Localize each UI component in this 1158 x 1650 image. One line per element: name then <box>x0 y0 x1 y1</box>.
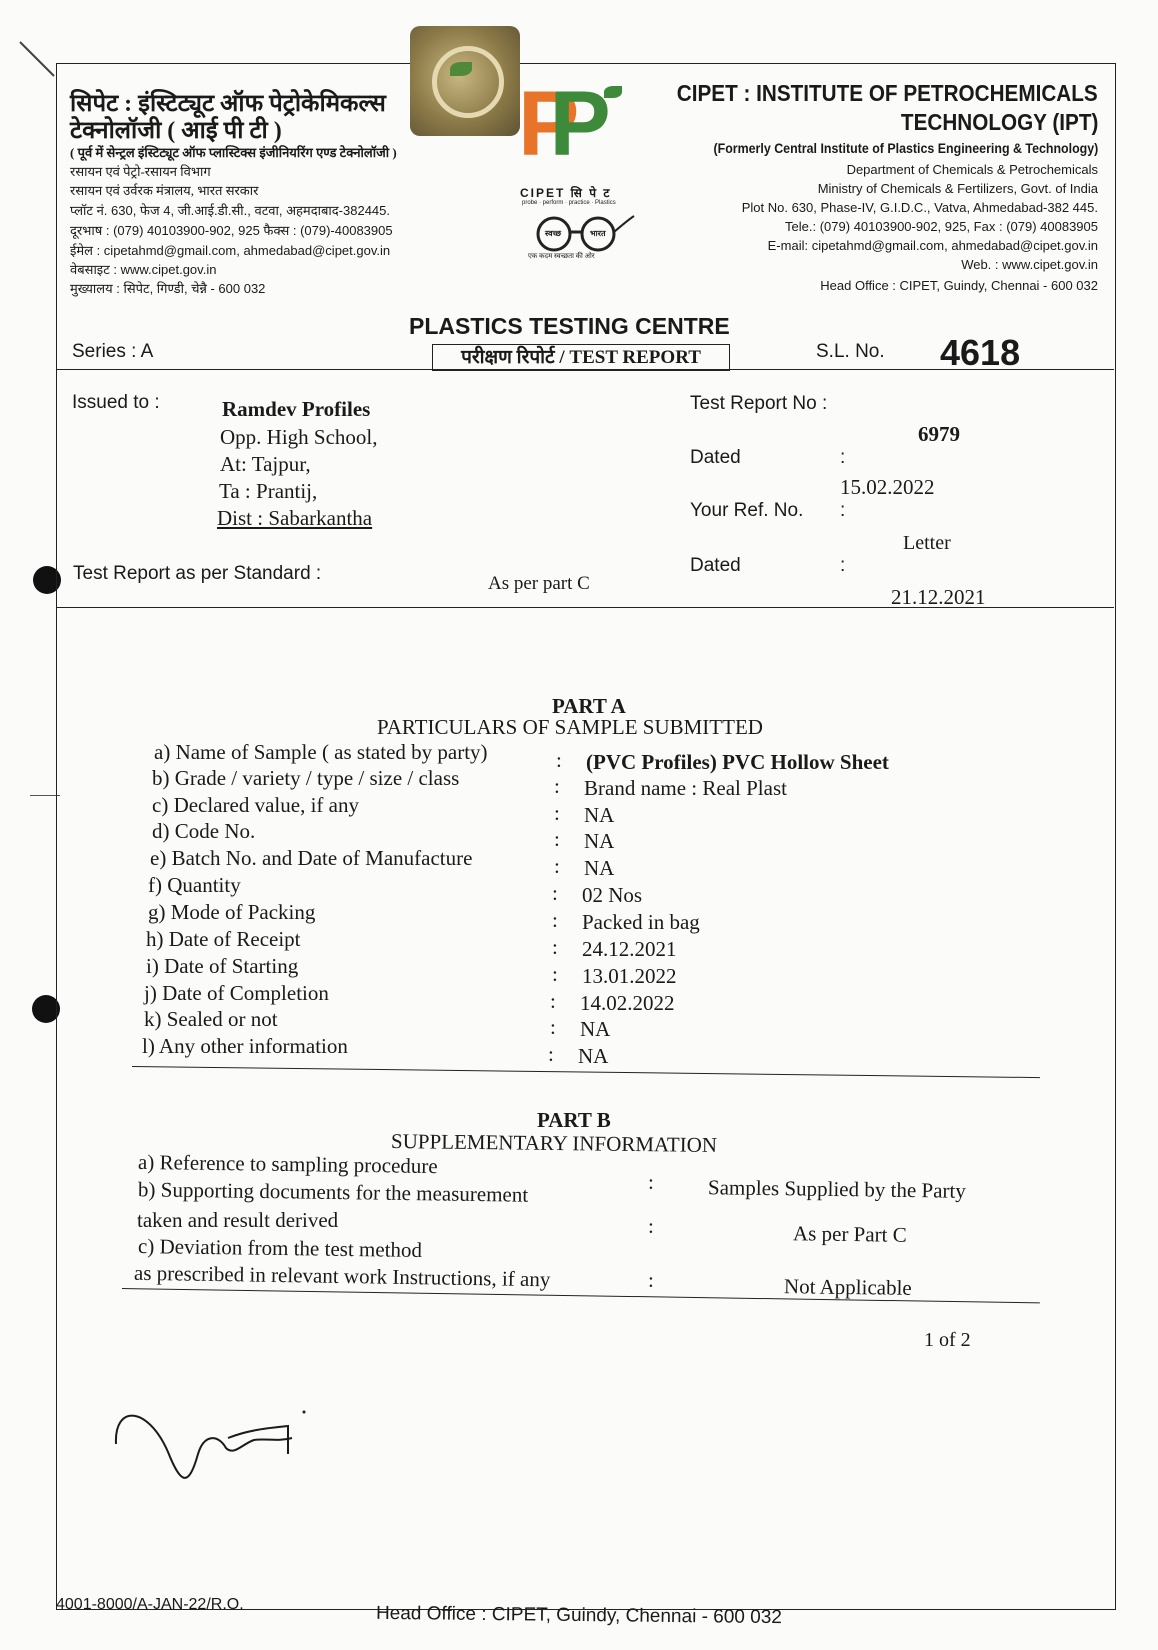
logo-tagline: probe · perform · practice · Plastics <box>522 200 616 206</box>
part-a-row-label: a) Name of Sample ( as stated by party) <box>154 740 488 764</box>
english-plot: Plot No. 630, Phase-IV, G.I.D.C., Vatva, Ahmedabad-382 445. <box>741 200 1098 215</box>
part-b-row3-label-1: c) Deviation from the test method <box>137 1234 423 1262</box>
swachh-right: भारत <box>590 229 606 238</box>
part-a-row-colon: : <box>554 827 560 851</box>
english-dept: Department of Chemicals & Petrochemicals <box>846 162 1098 177</box>
hindi-title-line2: टेक्नोलॉजी ( आई पी टी ) <box>70 118 282 144</box>
part-a-row-value: 13.01.2022 <box>582 964 677 988</box>
footer-head-office: Head Office : CIPET, Guindy, Chennai - 600 032 <box>375 1602 783 1629</box>
part-a-row-label: c) Declared value, if any <box>152 793 359 817</box>
part-b-row3-label-2: as prescribed in relevant work Instructions, if any <box>133 1260 551 1292</box>
part-a-row-value: NA <box>580 1017 611 1041</box>
swachh-left: स्वच्छ <box>545 229 562 238</box>
part-a-row-colon: : <box>552 962 558 986</box>
page-indicator: 1 of 2 <box>924 1329 971 1351</box>
standard-label: Test Report as per Standard : <box>73 563 322 584</box>
hindi-title-line1: सिपेट : इंस्टिट्यूट ऑफ पेट्रोकेमिकल्स <box>70 91 386 117</box>
part-a-row-value: NA <box>584 803 615 827</box>
part-a-row-value: NA <box>578 1044 609 1068</box>
standard-value: As per part C <box>488 573 590 594</box>
english-title-line1: CIPET : INSTITUTE OF PETROCHEMICALS <box>677 80 1098 106</box>
part-a-row-label: i) Date of Starting <box>146 954 299 978</box>
english-phone: Tele.: (079) 40103900-902, 925, Fax : (079) 40083905 <box>785 219 1098 234</box>
part-b-row2-label-1: b) Supporting documents for the measurement <box>137 1177 529 1207</box>
part-a-row-value: 14.02.2022 <box>580 991 675 1015</box>
part-b-heading: PART B <box>537 1108 611 1132</box>
part-a-row-colon: : <box>554 854 560 878</box>
part-b-row3-colon: : <box>648 1268 654 1292</box>
part-a-row-label: b) Grade / variety / type / size / class <box>152 766 460 790</box>
part-b-row1-label: a) Reference to sampling procedure <box>137 1149 438 1179</box>
dated-value: 15.02.2022 <box>840 475 935 499</box>
part-b-row1-value: Samples Supplied by the Party <box>707 1175 966 1203</box>
ref-dated-label: Dated <box>690 555 741 576</box>
part-a-row-value: Packed in bag <box>582 910 700 934</box>
part-a-row-value: NA <box>584 856 615 880</box>
part-b-row2-colon: : <box>648 1214 654 1238</box>
part-a-row-colon: : <box>550 1015 556 1039</box>
testing-centre-title: PLASTICS TESTING CENTRE <box>409 313 730 339</box>
series-label: Series : A <box>72 341 154 362</box>
cipet-p-logo <box>518 73 581 175</box>
hindi-website: वेबसाइट : www.cipet.gov.in <box>70 262 217 277</box>
hindi-dept: रसायन एवं पेट्रो-रसायन विभाग <box>70 164 211 179</box>
logo-mark-green: P <box>549 73 581 175</box>
your-ref-colon: : <box>840 500 846 521</box>
scan-corner-mark <box>18 40 58 80</box>
part-a-row-value: 02 Nos <box>582 883 643 907</box>
hindi-plot: प्लॉट नं. 630, फेज 4, जी.आई.डी.सी., वटवा, अहमदाबाद-382445. <box>70 203 390 218</box>
part-a-row-label: j) Date of Completion <box>144 981 329 1005</box>
english-web: Web. : www.cipet.gov.in <box>961 257 1098 272</box>
issued-to-label: Issued to : <box>72 392 160 413</box>
part-a-row-colon: : <box>552 908 558 932</box>
part-a-row-value: NA <box>584 829 615 853</box>
hindi-head-office: मुख्यालय : सिपेट, गिण्डी, चेन्नै - 600 032 <box>70 281 266 296</box>
divider-issued <box>56 607 1114 608</box>
footer-code: 4001-8000/A-JAN-22/R.O. <box>56 1596 244 1613</box>
part-a-heading: PART A <box>552 694 626 718</box>
customer-address-3: Ta : Prantij, <box>219 479 318 503</box>
your-ref-value: Letter <box>903 532 951 554</box>
ref-dated-colon: : <box>840 555 846 576</box>
report-no-value: 6979 <box>918 422 960 446</box>
customer-address-1: Opp. High School, <box>220 425 378 449</box>
part-a-row-label: f) Quantity <box>148 873 241 897</box>
part-b-row2-label-2: taken and result derived <box>137 1208 339 1232</box>
part-a-row-label: d) Code No. <box>152 819 256 843</box>
part-a-row-value: (PVC Profiles) PVC Hollow Sheet <box>586 750 889 774</box>
english-head-office: Head Office : CIPET, Guindy, Chennai - 600 032 <box>820 278 1098 293</box>
hindi-phone: दूरभाष : (079) 40103900-902, 925 फैक्स : (079)-40083905 <box>70 223 393 238</box>
english-email: E-mail: cipetahmd@gmail.com, ahmedabad@cipet.gov.in <box>767 238 1098 253</box>
dated-label: Dated <box>690 447 741 468</box>
part-a-row-colon: : <box>552 881 558 905</box>
part-a-row-label: g) Mode of Packing <box>148 900 316 924</box>
ref-dated-value: 21.12.2021 <box>891 585 986 609</box>
swachh-caption: एक कदम स्वच्छता की ओर <box>528 252 595 260</box>
dated-colon: : <box>840 447 846 468</box>
english-title-line2: TECHNOLOGY (IPT) <box>900 109 1098 135</box>
customer-address-4: Dist : Sabarkantha <box>217 506 373 530</box>
hindi-ministry: रसायन एवं उर्वरक मंत्रालय, भारत सरकार <box>70 183 259 198</box>
logo-mark-orange: P <box>518 73 550 175</box>
part-b-row2-value: As per Part C <box>792 1221 907 1247</box>
signature <box>108 1394 308 1494</box>
part-a-row-colon: : <box>550 989 556 1013</box>
part-a-row-colon: : <box>548 1042 554 1066</box>
part-a-row-value: 24.12.2021 <box>582 937 677 961</box>
logo-caption: CIPET सि पे ट <box>520 186 612 200</box>
part-b-subheading: SUPPLEMENTARY INFORMATION <box>390 1129 718 1157</box>
test-report-box: परीक्षण रिपोर्ट / TEST REPORT <box>432 344 730 371</box>
hologram-seal <box>410 26 520 136</box>
divider-header <box>56 369 1114 370</box>
customer-address-2: At: Tajpur, <box>220 452 311 476</box>
leaf-icon <box>604 86 622 98</box>
hindi-email: ईमेल : cipetahmd@gmail.com, ahmedabad@cipet.gov.in <box>70 243 391 258</box>
part-a-row-colon: : <box>554 801 560 825</box>
part-a-row-label: e) Batch No. and Date of Manufacture <box>150 846 473 870</box>
part-a-row-colon: : <box>554 774 560 798</box>
part-a-subheading: PARTICULARS OF SAMPLE SUBMITTED <box>377 715 763 739</box>
sl-no-value: 4618 <box>940 332 1021 373</box>
part-a-row-colon: : <box>552 935 558 959</box>
part-a-row-colon: : <box>556 748 562 772</box>
part-a-row-label: k) Sealed or not <box>144 1007 278 1031</box>
english-former-name: (Formerly Central Institute of Plastics Engineering & Technology) <box>713 141 1098 156</box>
part-a-row-value: Brand name : Real Plast <box>584 776 787 800</box>
part-b-row1-colon: : <box>648 1170 654 1194</box>
part-b-row3-value: Not Applicable <box>783 1274 912 1300</box>
customer-name: Ramdev Profiles <box>222 397 371 421</box>
english-ministry: Ministry of Chemicals & Fertilizers, Govt. of India <box>817 181 1098 196</box>
your-ref-label: Your Ref. No. <box>690 500 804 521</box>
part-a-row-label: h) Date of Receipt <box>146 927 301 951</box>
part-a-row-label: l) Any other information <box>142 1034 348 1058</box>
hindi-former-name: ( पूर्व में सेन्ट्रल इंस्टिट्यूट ऑफ प्लास्टिक्स इंजीनियरिंग एण्ड टेक्नोलॉजी ) <box>70 145 397 160</box>
sl-no-label: S.L. No. <box>816 341 885 362</box>
report-no-label: Test Report No : <box>690 393 828 414</box>
